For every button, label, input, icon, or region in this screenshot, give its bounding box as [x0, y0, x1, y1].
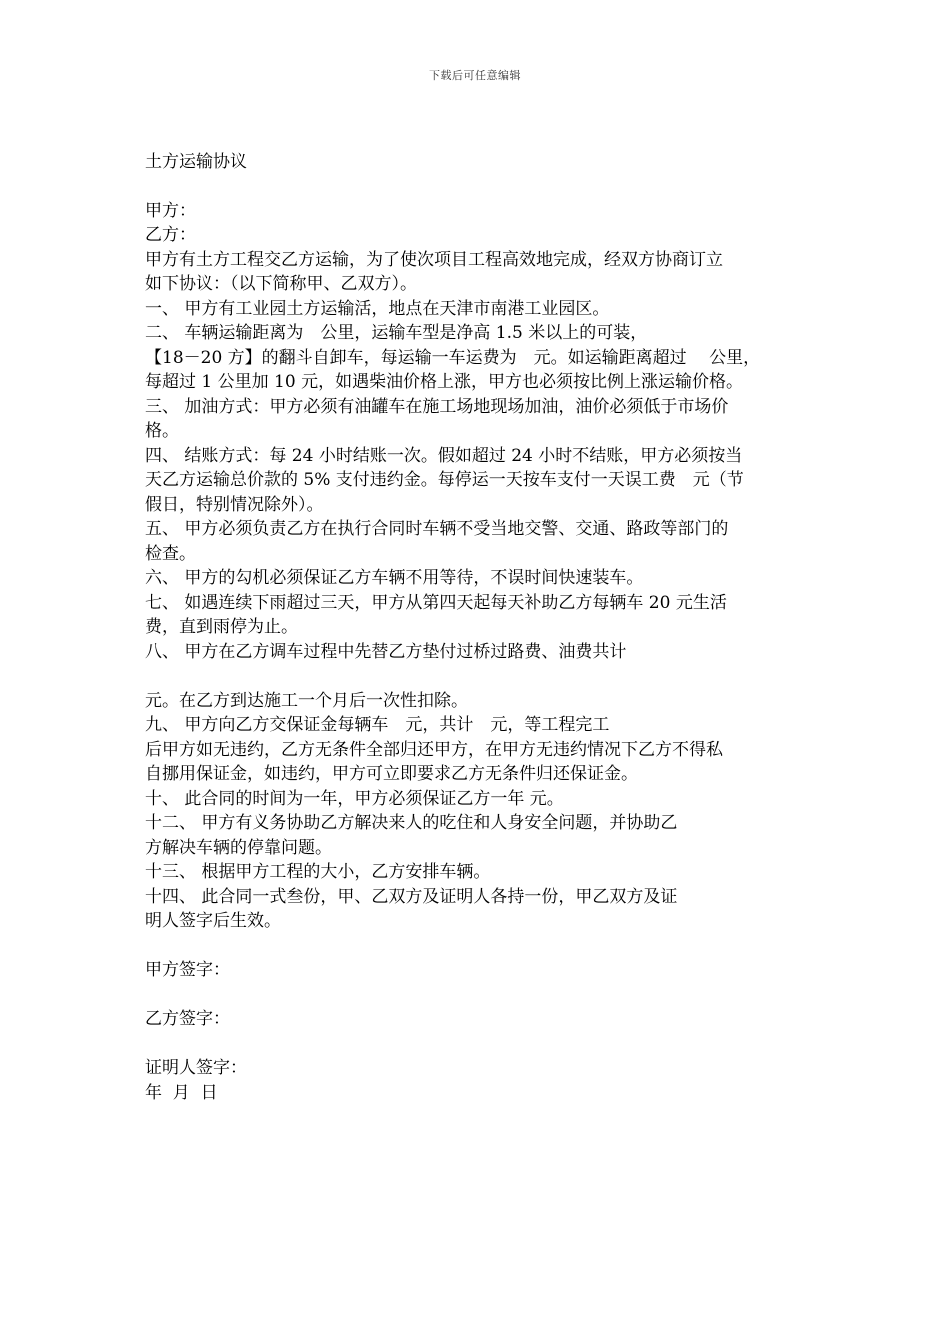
clause-4-line: 假日，特别情况除外）。 [145, 494, 324, 515]
clause-10: 十、 此合同的时间为一年，甲方必须保证乙方一年 元。 [145, 788, 564, 809]
blank-line [145, 664, 825, 689]
clause-1: 一、 甲方有工业园土方运输活，地点在天津市南港工业园区。 [145, 298, 610, 319]
signature-date: 年 月 日 [145, 1082, 218, 1103]
party-b-label: 乙方： [145, 225, 196, 245]
blank-line [145, 934, 825, 959]
clause-4-line: 四、 结账方式：每 24 小时结账一次。假如超过 24 小时不结账，甲方必须按当 [145, 445, 743, 466]
clause-5-line: 五、 甲方必须负责乙方在执行合同时车辆不受当地交警、交通、路政等部门的 [145, 519, 729, 539]
document-title: 土方运输协议 [145, 152, 247, 172]
clause-14-line: 十四、 此合同一式叁份，甲、乙双方及证明人各持一份，甲乙双方及证 [145, 886, 678, 907]
blank-line [145, 1032, 825, 1057]
clause-2-line: 每超过 1 公里加 10 元，如遇柴油价格上涨，甲方也必须按比例上涨运输价格。 [145, 372, 744, 392]
intro-line: 如下协议：（以下简称甲、乙双方）。 [145, 274, 417, 294]
clause-3-line: 三、 加油方式：甲方必须有油罐车在施工场地现场加油，油价必须低于市场价 [145, 396, 729, 417]
agreement-body [145, 150, 825, 1105]
clause-12-line: 十二、 甲方有义务协助乙方解决来人的吃住和人身安全问题，并协助乙 [145, 813, 678, 833]
intro-line: 甲方有土方工程交乙方运输，为了使次项目工程高效地完成，经双方协商订立 [145, 249, 723, 270]
clause-5-line: 检查。 [145, 543, 196, 564]
clause-6: 六、 甲方的勾机必须保证乙方车辆不用等待，不误时间快速装车。 [145, 568, 644, 588]
clause-12-line: 方解决车辆的停靠问题。 [145, 837, 332, 858]
party-a-signature: 甲方签字： [145, 960, 230, 980]
clause-8-continued: 元。在乙方到达施工一个月后一次性扣除。 [145, 690, 468, 711]
header-note: 下载后可任意编辑 [429, 69, 521, 82]
clause-9-line: 九、 甲方向乙方交保证金每辆车 元，共计 元，等工程完工 [145, 715, 610, 735]
clause-8: 八、 甲方在乙方调车过程中先替乙方垫付过桥过路费、油费共计 [145, 641, 627, 662]
clause-13: 十三、 根据甲方工程的大小，乙方安排车辆。 [145, 862, 491, 882]
clause-9-line: 后甲方如无违约，乙方无条件全部归还甲方，在甲方无违约情况下乙方不得私 [145, 739, 723, 760]
clause-2-line: 【18－20 方】的翻斗自卸车，每运输一车运费为 元。如运输距离超过 公里， [145, 347, 761, 368]
party-a-label: 甲方： [145, 200, 196, 221]
clause-9-line: 自挪用保证金，如违约，甲方可立即要求乙方无条件归还保证金。 [145, 764, 638, 784]
clause-4-line: 天乙方运输总价款的 5% 支付违约金。每停运一天按车支付一天误工费 元（节 [145, 470, 744, 490]
blank-line [145, 983, 825, 1008]
clause-7-line: 费，直到雨停为止。 [145, 617, 298, 637]
party-b-signature: 乙方签字： [145, 1009, 230, 1029]
clause-7-line: 七、 如遇连续下雨超过三天，甲方从第四天起每天补助乙方每辆车 20 元生活 [145, 592, 727, 613]
clause-3-line: 格。 [145, 421, 179, 441]
clause-14-line: 明人签字后生效。 [145, 911, 281, 931]
witness-signature: 证明人签字： [145, 1058, 247, 1078]
clause-2-line: 二、 车辆运输距离为 公里，运输车型是净高 1.5 米以上的可装， [145, 323, 648, 343]
